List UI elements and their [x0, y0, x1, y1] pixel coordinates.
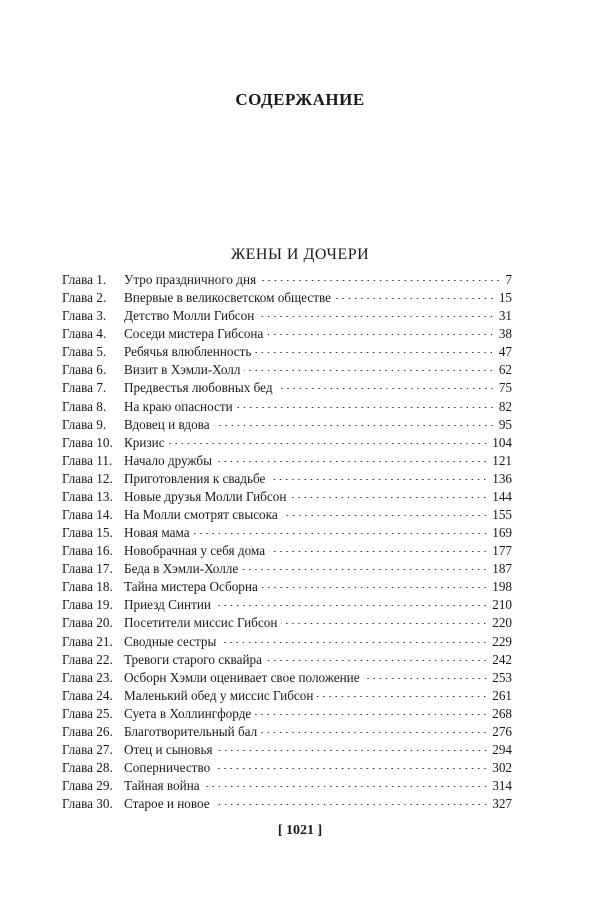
chapter-page-number: 261 [492, 687, 512, 703]
chapter-number: Глава 19. [62, 597, 113, 613]
toc-entry [62, 398, 512, 416]
dot-leader [282, 515, 489, 516]
dot-leader [290, 497, 488, 498]
chapter-number: Глава 2. [62, 290, 107, 306]
chapter-number: Глава 23. [62, 669, 113, 685]
dot-leader [262, 587, 488, 588]
dot-leader [260, 280, 501, 281]
chapter-title: Ребячья влюбленность [124, 344, 252, 360]
chapter-title: Визит в Хэмли-Холл [124, 362, 241, 378]
toc-entry [62, 452, 512, 470]
chapter-page-number: 121 [492, 452, 512, 468]
chapter-title: Кризис [124, 434, 165, 450]
chapter-number: Глава 8. [62, 398, 107, 414]
chapter-number: Глава 1. [62, 272, 107, 287]
section-title: ЖЕНЫ И ДОЧЕРИ [230, 246, 370, 263]
toc-entry [62, 488, 512, 506]
dot-leader [169, 443, 489, 444]
chapter-title: Сводные сестры [124, 633, 217, 649]
toc-entry [62, 633, 512, 651]
chapter-number: Глава 14. [62, 507, 113, 523]
chapter-title: Осборн Хэмли оценивает свое положение [124, 669, 360, 685]
toc-entry [62, 723, 512, 741]
toc-entry [62, 470, 512, 488]
toc-entry [62, 651, 512, 669]
chapter-number: Глава 20. [62, 615, 113, 631]
chapter-title: Предвестья любовных бед [124, 380, 273, 396]
chapter-page-number: 327 [492, 796, 512, 812]
chapter-number: Глава 7. [62, 380, 107, 396]
dot-leader [214, 425, 495, 426]
chapter-page-number: 314 [492, 778, 512, 794]
toc-entry [62, 307, 512, 325]
dot-leader [214, 768, 488, 769]
chapter-number: Глава 16. [62, 543, 113, 559]
chapter-title: Соседи мистера Гибсона [124, 326, 264, 342]
dot-leader [194, 533, 489, 534]
chapter-page-number: 144 [492, 488, 512, 504]
chapter-title: На краю опасности [124, 398, 233, 414]
toc-entry [62, 542, 512, 560]
page-heading: СОДЕРЖАНИЕ [235, 90, 365, 109]
dot-leader [277, 388, 495, 389]
chapter-number: Глава 27. [62, 742, 113, 758]
dot-leader [317, 696, 488, 697]
chapter-title: Тревоги старого сквайра [124, 651, 262, 667]
chapter-number: Глава 22. [62, 651, 113, 667]
chapter-page-number: 229 [492, 633, 512, 649]
chapter-title: Тайная война [124, 778, 200, 794]
toc-entry [62, 524, 512, 542]
toc-entry [62, 506, 512, 524]
toc-entry [62, 578, 512, 596]
chapter-title: Новая мама [124, 525, 190, 541]
toc-entry [62, 741, 512, 759]
chapter-title: Соперничество [124, 760, 211, 776]
chapter-title: Старое и новое [124, 796, 210, 812]
table-of-contents [62, 271, 512, 813]
dot-leader [335, 298, 495, 299]
chapter-title: Отец и сыновья [124, 742, 213, 758]
dot-leader [364, 678, 489, 679]
chapter-title: Беда в Хэмли-Холле [124, 561, 239, 577]
chapter-number: Глава 9. [62, 416, 107, 432]
chapter-title: Начало дружбы [124, 452, 212, 468]
toc-entry [62, 596, 512, 614]
chapter-page-number: 15 [498, 290, 512, 306]
chapter-number: Глава 13. [62, 488, 113, 504]
toc-entry [62, 416, 512, 434]
dot-leader [204, 786, 489, 787]
chapter-page-number: 155 [492, 507, 512, 523]
chapter-title: Утро праздничного дня [124, 272, 257, 287]
chapter-title: Суета в Холлингфорде [124, 705, 252, 721]
chapter-page-number: 136 [492, 470, 512, 486]
chapter-number: Глава 12. [62, 470, 113, 486]
toc-entry [62, 795, 512, 813]
chapter-page-number: 198 [492, 579, 512, 595]
chapter-title: Новые друзья Молли Гибсон [124, 488, 287, 504]
dot-leader [266, 660, 488, 661]
chapter-number: Глава 6. [62, 362, 107, 378]
dot-leader [214, 804, 489, 805]
toc-entry [62, 759, 512, 777]
toc-entry [62, 379, 512, 397]
chapter-number: Глава 10. [62, 434, 113, 450]
chapter-page-number: 62 [498, 362, 512, 378]
chapter-number: Глава 4. [62, 326, 107, 342]
toc-entry [62, 271, 512, 289]
chapter-page-number: 302 [492, 760, 512, 776]
page-number: [ 1021 ] [277, 823, 323, 838]
chapter-number: Глава 21. [62, 633, 113, 649]
dot-leader [258, 316, 495, 317]
chapter-page-number: 294 [492, 742, 512, 758]
chapter-title: Благотворительный бал [124, 723, 258, 739]
chapter-page-number: 75 [498, 380, 512, 396]
toc-entry [62, 777, 512, 795]
chapter-title: Тайна мистера Осборна [124, 579, 258, 595]
chapter-page-number: 276 [492, 723, 512, 739]
dot-leader [269, 551, 488, 552]
dot-leader [215, 605, 488, 606]
chapter-page-number: 31 [498, 308, 512, 324]
chapter-title: На Молли смотрят свысока [124, 507, 278, 523]
chapter-number: Глава 11. [62, 452, 113, 468]
dot-leader [217, 750, 489, 751]
chapter-title: Приезд Синтии [124, 597, 211, 613]
toc-entry [62, 560, 512, 578]
chapter-number: Глава 18. [62, 579, 113, 595]
chapter-number: Глава 5. [62, 344, 107, 360]
chapter-number: Глава 25. [62, 705, 113, 721]
dot-leader [255, 352, 494, 353]
dot-leader [267, 334, 494, 335]
chapter-page-number: 169 [492, 525, 512, 541]
chapter-title: Детство Молли Гибсон [124, 308, 255, 324]
chapter-number: Глава 24. [62, 687, 113, 703]
chapter-title: Посетители миссис Гибсон [124, 615, 278, 631]
chapter-number: Глава 29. [62, 778, 113, 794]
chapter-number: Глава 26. [62, 723, 113, 739]
toc-entry [62, 669, 512, 687]
chapter-number: Глава 28. [62, 760, 113, 776]
chapter-page-number: 220 [492, 615, 512, 631]
chapter-page-number: 47 [498, 344, 512, 360]
chapter-page-number: 95 [498, 416, 512, 432]
toc-entry [62, 705, 512, 723]
chapter-page-number: 82 [498, 398, 512, 414]
toc-entry [62, 434, 512, 452]
chapter-title: Приготовления к свадьбе [124, 470, 266, 486]
chapter-page-number: 268 [492, 705, 512, 721]
chapter-page-number: 187 [492, 561, 512, 577]
chapter-number: Глава 17. [62, 561, 113, 577]
chapter-page-number: 7 [505, 272, 512, 287]
dot-leader [216, 461, 488, 462]
dot-leader [261, 732, 488, 733]
chapter-title: Вдовец и вдова [124, 416, 210, 432]
chapter-page-number: 177 [492, 543, 512, 559]
chapter-page-number: 104 [492, 434, 512, 450]
toc-entry [62, 325, 512, 343]
dot-leader [269, 479, 488, 480]
toc-entry [62, 614, 512, 632]
toc-entry [62, 289, 512, 307]
dot-leader [237, 407, 495, 408]
toc-entry [62, 361, 512, 379]
toc-entry [62, 343, 512, 361]
chapter-page-number: 253 [492, 669, 512, 685]
chapter-page-number: 38 [498, 326, 512, 342]
chapter-page-number: 242 [492, 651, 512, 667]
chapter-title: Впервые в великосветском обществе [124, 290, 331, 306]
chapter-title: Маленький обед у миссис Гибсон [124, 687, 314, 703]
toc-entry [62, 687, 512, 705]
chapter-number: Глава 3. [62, 308, 107, 324]
chapter-number: Глава 30. [62, 796, 113, 812]
dot-leader [244, 370, 494, 371]
dot-leader [281, 623, 488, 624]
dot-leader [242, 569, 488, 570]
chapter-number: Глава 15. [62, 525, 113, 541]
dot-leader [255, 714, 488, 715]
dot-leader [220, 642, 488, 643]
chapter-title: Новобрачная у себя дома [124, 543, 266, 559]
chapter-page-number: 210 [492, 597, 512, 613]
